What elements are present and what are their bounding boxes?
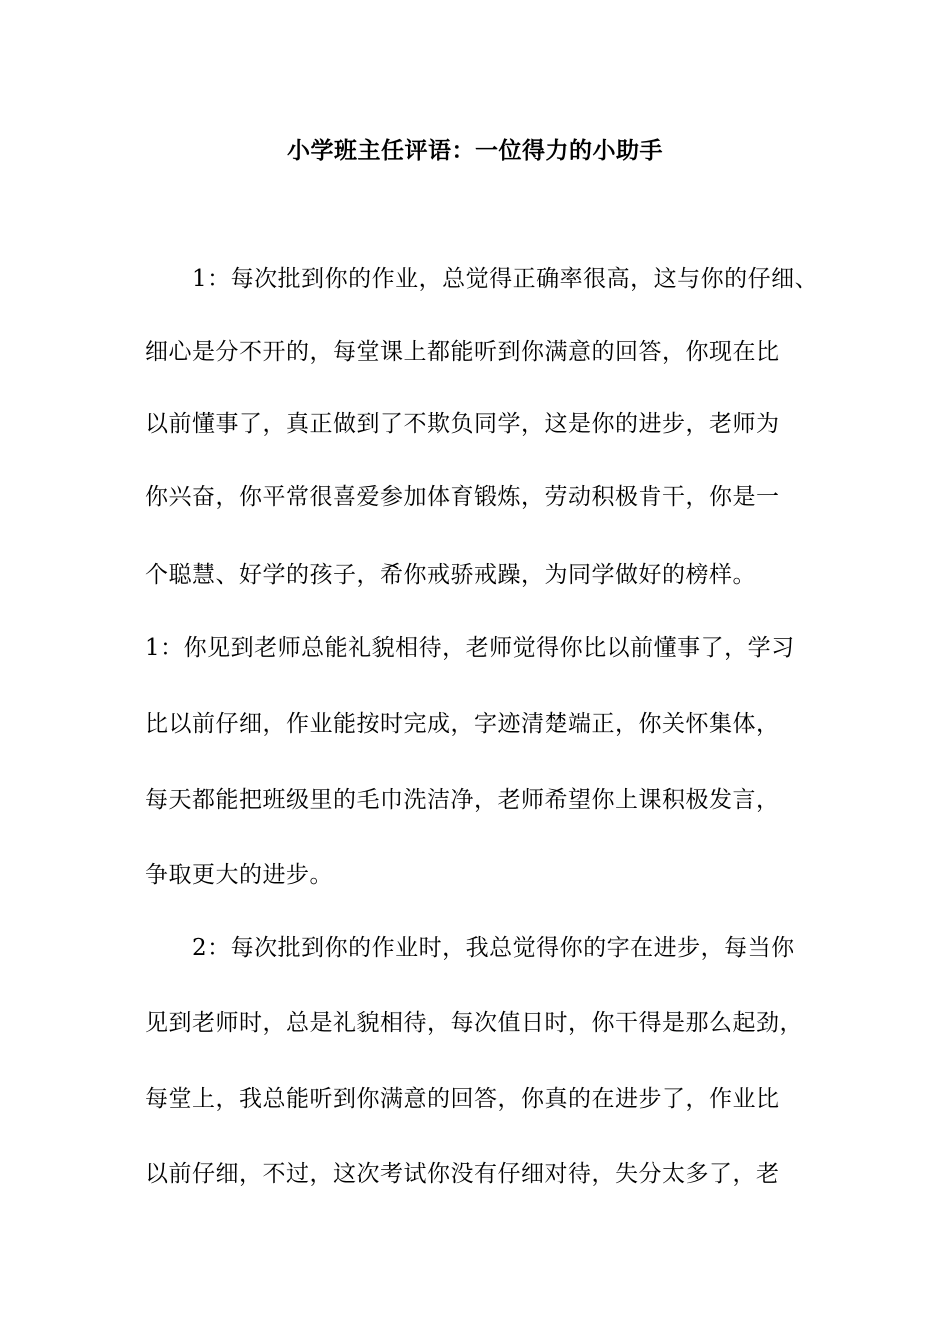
text-line: 见到老师时，总是礼貌相待，每次值日时，你干得是那么起劲， bbox=[145, 1010, 803, 1036]
text-line: 每天都能把班级里的毛巾洗洁净，老师希望你上课积极发言， bbox=[145, 787, 780, 813]
document-title: 小学班主任评语：一位得力的小助手 bbox=[287, 137, 663, 164]
text-line: 1：每次批到你的作业，总觉得正确率很高，这与你的仔细、 bbox=[145, 266, 819, 292]
text-line: 以前仔细，不过，这次考试你没有仔细对待，失分太多了，老 bbox=[145, 1161, 780, 1187]
text-line: 每堂上，我总能听到你满意的回答，你真的在进步了，作业比 bbox=[145, 1086, 780, 1112]
text-line: 个聪慧、好学的孩子，希你戒骄戒躁，为同学做好的榜样。 bbox=[145, 562, 756, 588]
text-line: 争取更大的进步。 bbox=[145, 862, 333, 888]
text-line: 1：你见到老师总能礼貌相待，老师觉得你比以前懂事了，学习 bbox=[145, 635, 795, 661]
text-line: 以前懂事了，真正做到了不欺负同学，这是你的进步，老师为 bbox=[145, 411, 780, 437]
text-line: 比以前仔细，作业能按时完成，字迹清楚端正，你关怀集体， bbox=[145, 711, 780, 737]
text-line: 细心是分不开的，每堂课上都能听到你满意的回答，你现在比 bbox=[145, 339, 780, 365]
text-line: 你兴奋，你平常很喜爱参加体育锻炼，劳动积极肯干，你是一 bbox=[145, 484, 780, 510]
text-line: 2：每次批到你的作业时，我总觉得你的字在进步，每当你 bbox=[145, 935, 795, 961]
